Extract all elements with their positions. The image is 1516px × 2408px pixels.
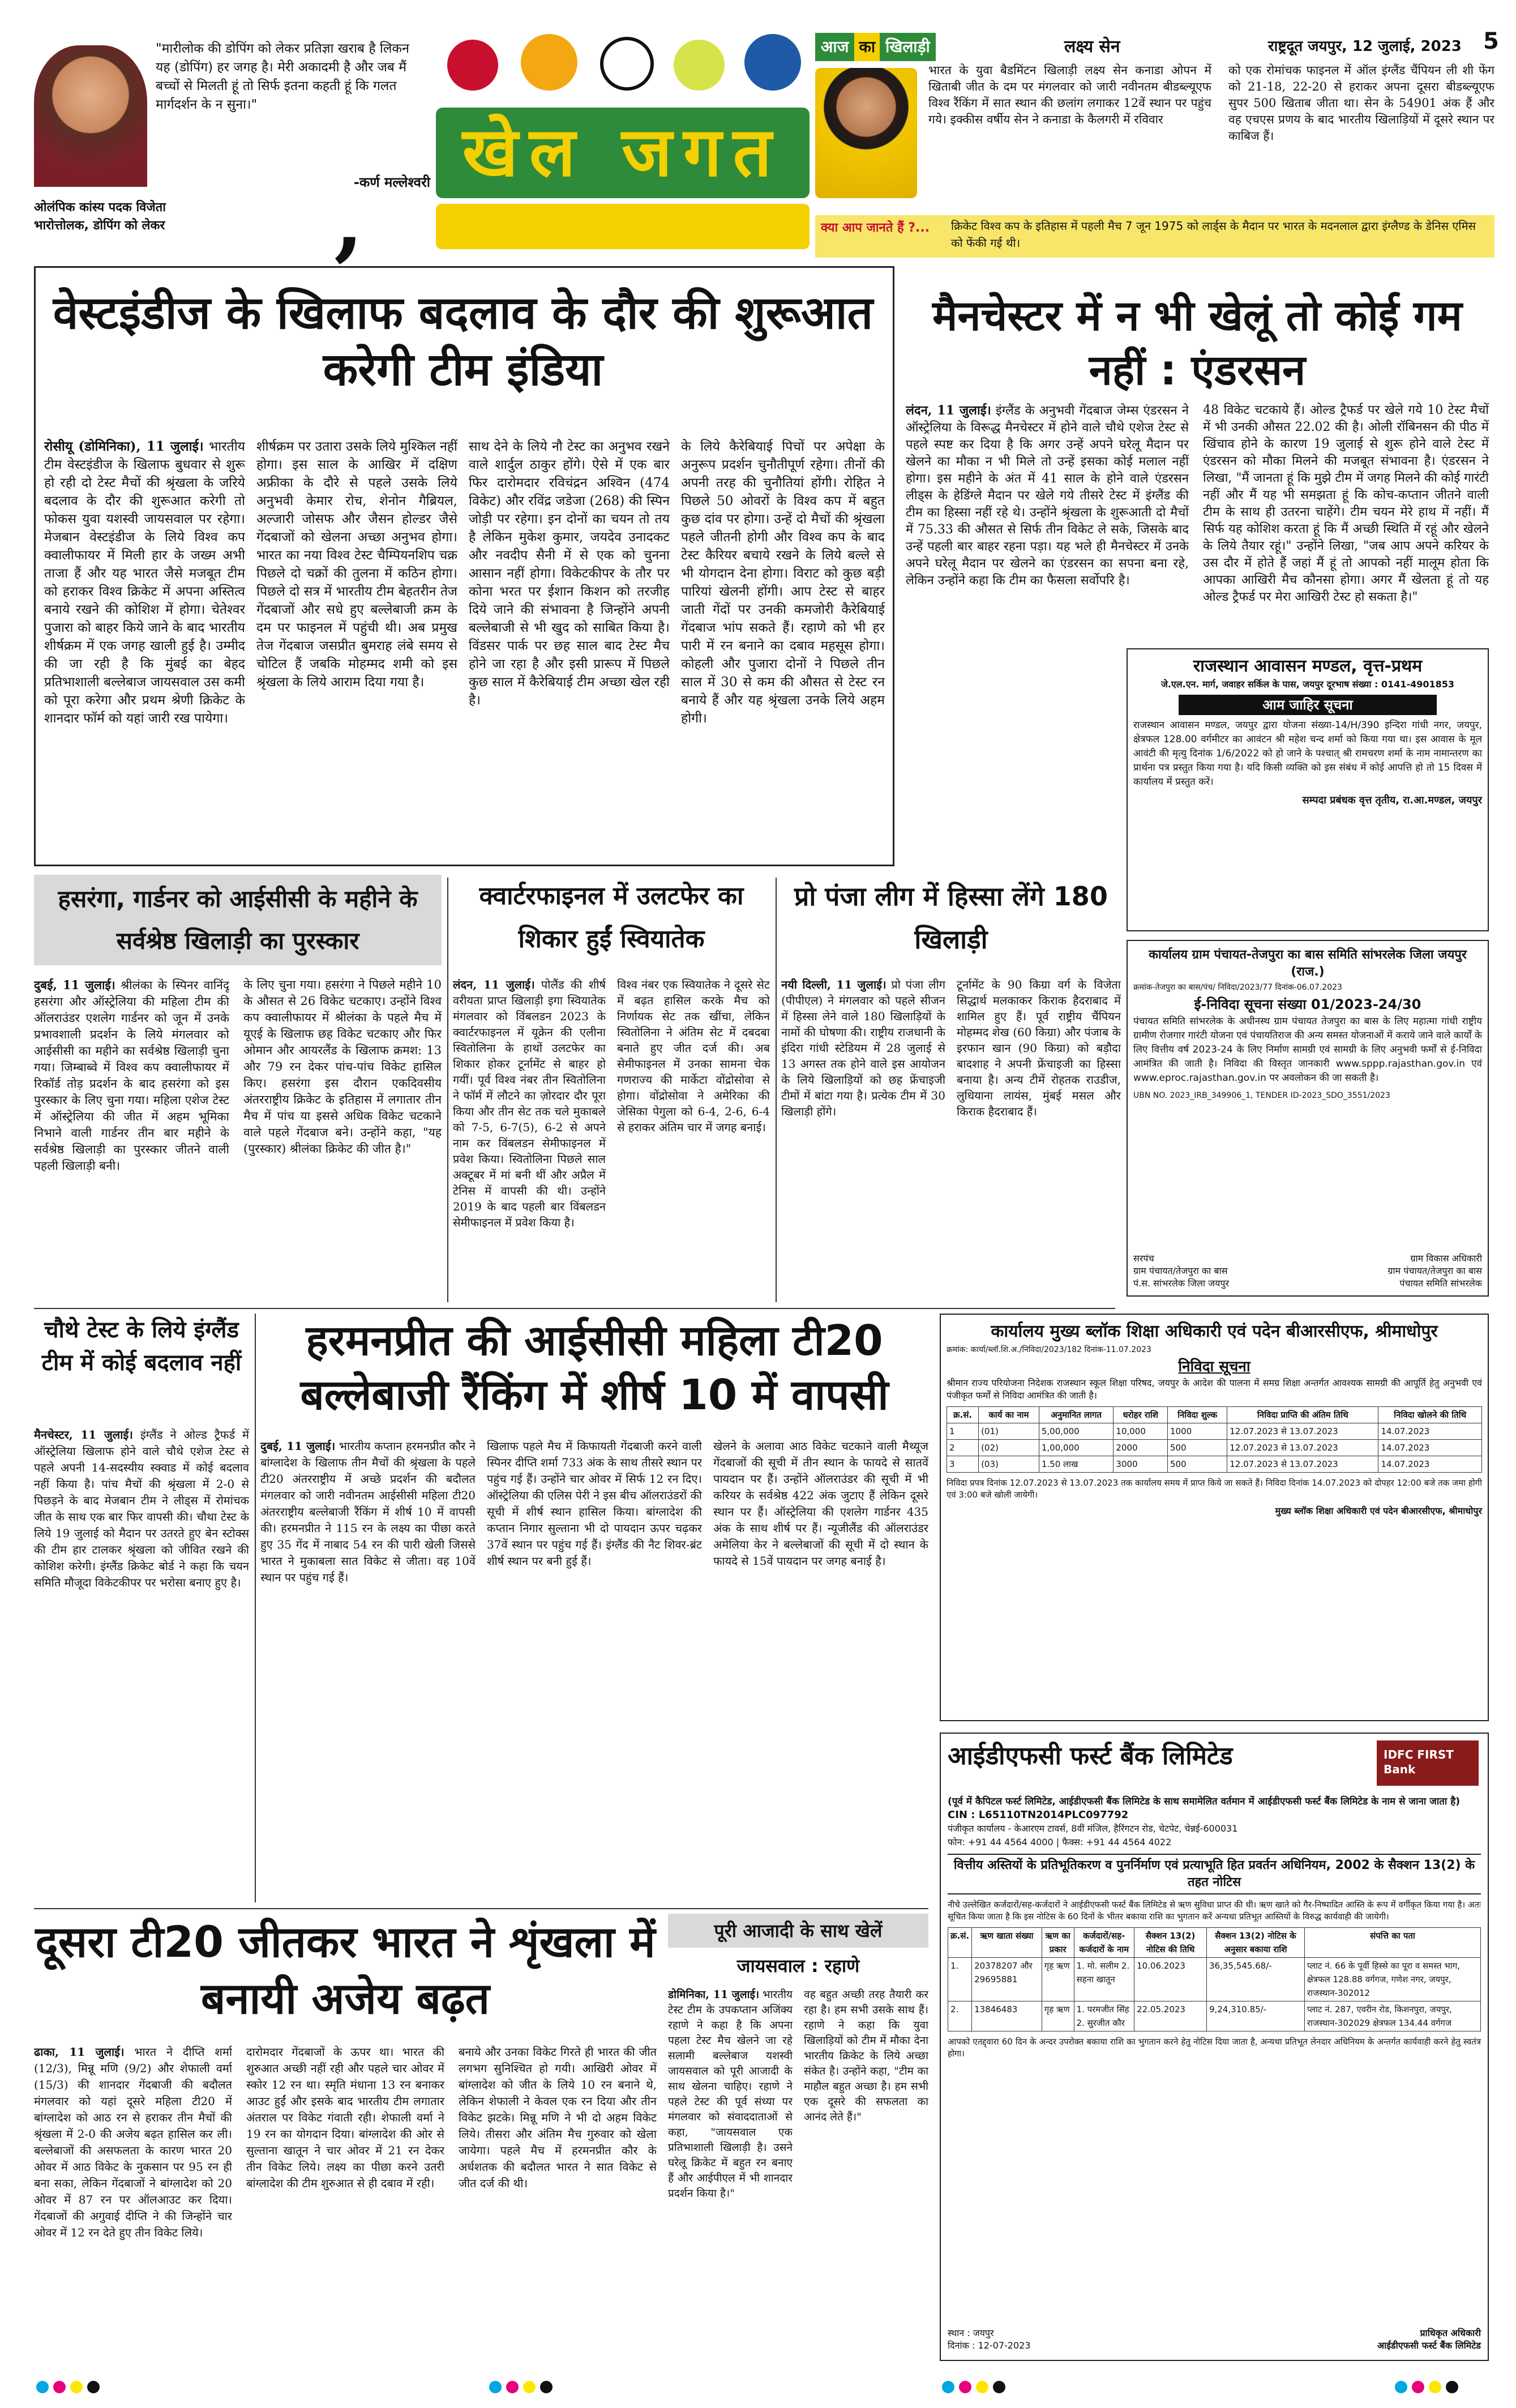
panchayat-ubn: UBN NO. 2023_IRB_349906_1, TENDER ID-2023_SDO_3551/2023 (1133, 1091, 1390, 1100)
rajasthan-label: आम जाहिर सूचना (1179, 695, 1437, 715)
masthead (0, 0, 1516, 271)
rahane-col-2: वह बहुत अच्छी तरह तैयारी कर रहा है। हम सभी उसके साथ हैं। रहाणे ने कहा कि युवा खिलाड़ियों को टीम में मौका देना भारतीय क्रिकेट के लिये अच्छा संकेत है। उन्होंने कहा, "टीम का माहौल बहुत अच्छा है। हम सभी एक दूसरे की सफलता का आनंद लेते हैं।" (804, 1988, 928, 2123)
table-cell: प्लाट नं. 287, एवरीन रोड, किशनपुरा, जयपुर, राजस्थान-302029 क्षेत्रफल 134.44 वर्गगज (1304, 2001, 1480, 2031)
panchayat-sign-right-1: ग्राम विकास अधिकारी (1410, 1253, 1482, 1264)
table-row (948, 1958, 1481, 2001)
player-text-2: को एक रोमांचक फाइनल में ऑल इंग्लैंड चैंपियन ली शी फेंग को 21-18, 22-20 से हराकर अपना दूसरा बीडब्ल्यूएफ सुपर 500 खिताब जीता था। सेन के 54901 अंक हैं और वह एचएस प्रणय के बाद भारतीय खिलाड़ियों में दूसरे स्थान पर काबिज हैं। (1228, 63, 1494, 143)
khiladi-label: खिलाड़ी (880, 33, 936, 61)
harmanpreet-headline: हरमनप्रीत की आईसीसी महिला टी20 बल्लेबाजी रैंकिंग में शीर्ष 10 में वापसी (300, 1316, 889, 1419)
beo-title: कार्यालय मुख्य ब्लॉक शिक्षा अधिकारी एवं पदेन बीआरसीएफ, श्रीमाधोपुर (991, 1321, 1438, 1341)
table-cell: (02) (979, 1440, 1039, 1456)
table-row (948, 2001, 1481, 2031)
beo-th: अनुमानित लागत (1039, 1407, 1114, 1423)
anderson-dateline: लंदन, 11 जुलाई। (906, 403, 991, 418)
panja-text-1: प्रो पंजा लीग (पीपीएल) ने मंगलवार को पहले सीजन में हिस्सा लेने वाले 180 खिलाड़ियों के नामों की घोषणा की। राष्ट्रीय राजधानी के इंदिरा गांधी स्टेडियम में 28 जुलाई से 13 अगस्त तक होने वाले इस आयोजन के लिये खिलाड़ियों को छह फ्रेंचाइजी टीमों में बांटा गया है। प्रत्येक टीम में 30 खिलाड़ी होंगे। (781, 978, 945, 1118)
idfc-phone: फोन: +91 44 4564 4000 | फैक्स: +91 44 4564 4022 (948, 1837, 1172, 1847)
idfc-place-date (948, 2327, 1031, 2352)
hasaranga-col-2: के लिए चुना गया। हसरंगा ने पिछले महीने 10 के औसत से 26 विकेट चटकाए। उन्होंने विश्व कप क्वालीफायर में श्रीलंका के पहले मैच में यूएई के खिलाफ छह विकेट चटकाए और फिर ओमान और आयरलैंड के खिलाफ क्रमश: 13 और 79 रन देकर पांच-पांच विकेट हासिल किए। हसरंगा इस दौरान एकदिवसीय अंतरराष्ट्रीय क्रिकेट के इतिहास में लगातार तीन मैच में पांच या इससे अधिक विकेट चटकाने वाले पहले गेंदबाज बने। उन्होंने कहा, "यह (पुरस्कार) श्रीलंका क्रिकेट की जीत है।" (243, 978, 442, 1156)
idfc-th: क्र.सं. (948, 1928, 972, 1958)
t20-series-headline: दूसरा टी20 जीतकर भारत ने शृंखला में बनायी अजेय बढ़त (35, 1917, 656, 2024)
table-cell: 1,00,000 (1039, 1440, 1114, 1456)
table-cell: 10,000 (1114, 1423, 1168, 1440)
beo-subtitle: निविदा सूचना (1178, 1358, 1251, 1375)
table-cell: 2000 (1114, 1440, 1168, 1456)
panchayat-ref: क्रमांक-तेजपुरा का बास/पंच/ निविदा/2023/77 दिनांक-06.07.2023 (1133, 983, 1342, 992)
beo-table (947, 1406, 1482, 1473)
section-title-underline (436, 204, 810, 249)
t20-series-dateline: ढाका, 11 जुलाई। (34, 2045, 125, 2059)
idfc-body: नीचे उल्लेखित कर्जदारों/सह-कर्जदारों ने आईडीएफसी फर्स्ट बैंक लिमिटेड से ऋण सुविधा प्राप्त की थी। ऋण खाते को गैर-निष्पादित आस्ति के रूप में वर्गीकृत किया गया है। अतः सूचित किया जाता है कि इस नोटिस के 60 दिनों के भीतर बकाया राशि का भुगतान करें अन्यथा प्रतिभूत आस्तियों के विरुद्ध कार्यवाही की जायेगी। (948, 1900, 1481, 1922)
panchayat-sign-left-1: सरपंच (1133, 1253, 1154, 1264)
idfc-sign-2: आईडीएफसी फर्स्ट बैंक लिमिटेड (1377, 2340, 1481, 2351)
anderson-article (906, 266, 1489, 640)
fourth-test-col (34, 1427, 249, 1891)
quote-comma-mark: , (334, 171, 364, 271)
rajasthan-body: राजस्थान आवासन मण्डल, जयपुर द्वारा योजना संख्या-14/H/390 इन्दिरा गांधी नगर, जयपुर, क्षेत्रफल 128.00 वर्गमीटर का आवंटन श्री महेश चन्द शर्मा को किया गया था। इस आवास के मूल आवंटी की मृत्यु दिनांक 1/6/2022 को हो जाने के पश्चात् श्री रामचरण शर्मा के नाम नामान्तरण का प्रार्थना पत्र प्रस्तुत किया गया है। यदि किसी व्यक्ति को इस संबंध में कोई आपत्ति हो तो 15 दिवस में कार्यालय में प्रस्तुत करें। (1133, 720, 1482, 788)
anderson-text-1: इंग्लैंड के अनुभवी गेंदबाज जेम्स एंडरसन ने ऑस्ट्रेलिया के विरूद्ध मैनचेस्टर में होने वाले चौथे एशेज टेस्ट से पहले स्पष्ट कर दिया है कि अगर उन्हें अपने घरेलू मैदान पर खेलने का मौका न भी मिले तो उन्हें इसका कोई मलाल नहीं होगा। इस महीने के अंत में 41 साल के होने वाले एंडरसन लीड्स के हेडिंग्ले मैदान पर खेले गये तीसरे टेस्ट में इंग्लैंड की टीम का हिस्सा नहीं रहे थे। उन्होंने श्रृंखला के शुरूआती दो मैचों में 75.33 की औसत से सिर्फ तीन विकेट ले सके, जिसके बाद उन्हें पहली बार बाहर रहना पड़ा। यह भले ही मैनचेस्टर में उनके अपने घरेलू मैदान पर खेलने का एंडरसन का सपना बना रहे, लेकिन उन्होंने कहा कि टीम का फैसला सर्वोपरि है। (906, 404, 1189, 588)
table-cell: 3000 (1114, 1456, 1168, 1473)
panchayat-sign-left-2: ग्राम पंचायत/तेजपुरा का बास (1133, 1265, 1228, 1276)
player-photo (815, 68, 917, 198)
fourth-test-dateline: मैनचेस्टर, 11 जुलाई। (34, 1428, 133, 1442)
swiatek-article (453, 875, 770, 1305)
hasaranga-article (34, 875, 442, 1305)
table-cell: 12.07.2023 से 13.07.2023 (1227, 1456, 1378, 1473)
panchayat-notice (1127, 940, 1489, 1297)
idfc-place: स्थान : जयपुर (948, 2328, 994, 2338)
rajasthan-signature: सम्पदा प्रबंधक वृत्त तृतीय, रा.आ.मण्डल, जयपुर (1302, 794, 1482, 806)
t20-series-article (34, 1914, 657, 2361)
player-text-1: भारत के युवा बैडमिंटन खिलाड़ी लक्ष्य सेन कनाडा ओपन में खिताबी जीत के दम पर मंगलवार को जारी नवीनतम बीडब्ल्यूएफ विश्व रैंकिंग में सात स्थान की छलांग लगाकर 12वें स्थान पर पहुंच गये। इक्कीस वर्षीय सेन ने कनाडा के कैलगरी में रविवार (928, 63, 1211, 126)
table-cell: 1.50 लाख (1039, 1456, 1114, 1473)
idfc-th: सैक्शन 13(2) नोटिस की तिथि (1134, 1928, 1207, 1958)
swiatek-headline: क्वार्टरफाइनल में उलटफेर का शिकार हुईं स्वियातेक (479, 882, 744, 953)
anderson-headline: मैनचेस्टर में न भी खेलूं तो कोई गम नहीं : एंडरसन (932, 292, 1462, 395)
table-cell: प्लाट नं. 66 के पूर्वी हिस्से का पूरा व समस्त भाग, क्षेत्रफल 128.88 वर्गगज, गणेश नगर, जयपुर, राजस्थान-302012 (1304, 1958, 1480, 2001)
rajasthan-address: जे.एल.एन. मार्ग, जवाहर सर्किल के पास, जयपुर दूरभाष संख्या : 0141-4901853 (1160, 679, 1455, 690)
panja-col-2: टूर्नामेंट के 90 किग्रा वर्ग के विजेता सिद्धार्थ मलकाकर किराक हैदराबाद में शामिल हुए हैं। पूर्व राष्ट्रीय चैंपियन मोहम्मद शेख (60 किग्रा) और पंजाब के इरफान खान (90 किग्रा) को बड़ौदा बादशाह ने अपनी फ्रेंचाइजी का हिस्सा बनाया है। अन्य टीमें रोहतक राउडीज, लुधियाना लायंस, मुंबई मसल और किराक हैदराबाद हैं। (957, 978, 1121, 1118)
table-cell: 500 (1167, 1456, 1227, 1473)
t20-series-col-3: बनाये और उनका विकेट गिरते ही भारत की जीत लगभग सुनिश्चित हो गयी। आखिरी ओवर में बांग्लादेश को जीत के लिये 10 रन बनाने थे, लेकिन शेफाली ने केवल एक रन दिया और तीन विकेट झटके। मिन्नू मणि ने भी दो अहम विकेट लिये। तीसरा और अंतिम मैच गुरुवार को खेला जायेगा। पहले मैच में हरमनप्रीत कौर के अर्धशतक की बदौलत भारत ने सात विकेट से जीत दर्ज की थी। (459, 2045, 657, 2190)
beo-th: कार्य का नाम (979, 1407, 1039, 1423)
player-name: लक्ष्य सेन (1064, 37, 1120, 57)
beo-table-header (947, 1407, 1482, 1423)
panchayat-sign-left (1133, 1252, 1303, 1290)
idfc-table-header (948, 1928, 1481, 1958)
table-cell: 14.07.2023 (1378, 1440, 1482, 1456)
paper-info: राष्ट्रदूत जयपुर, 12 जुलाई, 2023 (1268, 38, 1462, 55)
westindies-text-1: भारतीय टीम वेस्टइंडीज के खिलाफ बुधवार से शुरू हो रही दो टेस्ट मैचों की श्रृंखला के जरिये बदलाव के दौर की शुरूआत करेगी तो फोकस युवा यशस्वी जायसवाल पर रहेगा। मेजबान वेस्टइंडीज के लिये विश्व कप क्वालीफायर में मिली हार के जख्म अभी ताजा हैं और यह भारत जैसे मजबूत टीम को हराकर विश्व क्रिकेट में अपना अस्तित्व बनाये रखने की कोशिश में होगा। चेतेश्वर पुजारा को बाहर किये जाने के बाद भारतीय शीर्षक्रम में एक जगह खाली हुई है। उम्मीद की जा रही है कि मुंबई का बेहद प्रतिभाशाली बल्लेबाज जायसवाल उस कमी को पूरा करेगा और प्रथम श्रेणी क्रिकेट के शानदार फॉर्म को यहां जारी रख पायेगा। (44, 439, 245, 726)
quote-text: "मारीलोक की डोपिंग को लेकर प्रतिज्ञा खराब है लिकन यह (डोपिंग) हर जगह है। मेरी अकादमी है और जब मैं बच्चों से मिलती हूं तो सिर्फ इतना कहती हूं कि गलत मार्गदर्शन के न सुना।" (156, 41, 409, 112)
idfc-th: ऋण का प्रकार (1042, 1928, 1074, 1958)
t20-series-col-1 (34, 2044, 232, 2355)
table-cell: 12.07.2023 से 13.07.2023 (1227, 1440, 1378, 1456)
table-cell: 10.06.2023 (1134, 1958, 1207, 2001)
panja-article (781, 875, 1121, 1305)
idfc-th: संपत्ति का पता (1304, 1928, 1480, 1958)
table-cell: गृह ऋण (1042, 2001, 1074, 2031)
table-cell: 3 (947, 1456, 979, 1473)
column-rule (776, 878, 777, 1302)
beo-notice (940, 1314, 1489, 1721)
fourth-test-headline: चौथे टेस्ट के लिये इंग्लैंड टीम में कोई बदलाव नहीं (41, 1317, 242, 1376)
trivia-strip (815, 215, 1494, 258)
harmanpreet-text-1: भारतीय कप्तान हरमनप्रीत कौर ने बांग्लादेश के खिलाफ तीन मैचों की श्रृंखला के पहले टी20 अंतरराष्ट्रीय में अच्छे प्रदर्शन की बदौलत मंगलवार को जारी नवीनतम आईसीसी महिला टी20 अंतरराष्ट्रीय बल्लेबाजी रैंकिंग में शीर्ष 10 में वापसी की। हरमनप्रीत ने 115 रन के लक्ष्य का पीछा करते हुए 35 गेंद में नाबाद 54 रन की पारी खेली जिससे भारत ने मुकाबला सात विकेट से जीता। वह 10वें स्थान पर पहुंच गई हैं। (260, 1439, 476, 1584)
table-cell: 2. (948, 2001, 972, 2031)
rahane-headline-2: जायसवाल : रहाणे (736, 1955, 860, 1977)
panchayat-title: कार्यालय ग्राम पंचायत-तेजपुरा का बास समिति सांभरलेक जिला जयपुर (राज.) (1149, 948, 1467, 979)
panchayat-subtitle: ई-निविदा सूचना संख्या 01/2023-24/30 (1194, 996, 1421, 1012)
idfc-signature (1377, 2327, 1481, 2352)
rahane-dateline: डोमिनिका, 11 जुलाई। (668, 1988, 760, 2001)
harmanpreet-article (260, 1314, 928, 1902)
trivia-label: क्या आप जानते हैं ?... (821, 221, 930, 235)
table-cell: 500 (1167, 1440, 1227, 1456)
table-cell: 1 (947, 1423, 979, 1440)
aaj-label: आज (815, 33, 854, 61)
table-cell: 36,35,545.68/- (1207, 1958, 1305, 2001)
idfc-address: पंजीकृत कार्यालय - केआरएम टावर्स, 8वीं मंजिल, हैरिंगटन रोड, चेटपेट, चेन्नई-600031 (948, 1823, 1238, 1834)
beo-th: क्र.सं. (947, 1407, 979, 1423)
idfc-notice-title: वित्तीय अस्तियों के प्रतिभूतिकरण व पुनर्निर्माण एवं प्रत्याभूति हित प्रवर्तन अधिनियम, 2002 के सैक्शन 13(2) के तहत नोटिस (948, 1854, 1481, 1894)
westindies-dateline: रोसीयू (डोमिनिका), 11 जुलाई। (44, 439, 204, 454)
beo-th: धरोहर राशि (1114, 1407, 1168, 1423)
idfc-cin: CIN : L65110TN2014PLC097792 (948, 1809, 1129, 1821)
table-cell: 12.07.2023 से 13.07.2023 (1227, 1423, 1378, 1440)
column-rule (255, 1314, 256, 1902)
harmanpreet-col-3: खेलने के अलावा आठ विकेट चटकाने वाली मैथ्यूज गेंदबाजों की सूची में तीन स्थान के फायदे से सातवें पायदान पर हैं। उन्होंने ऑलराउंडर की सूची में भी करियर के सर्वश्रेष्ठ 422 अंक जुटाए हैं लेकिन दूसरे स्थान पर हैं। ऑस्ट्रेलिया की एशलेग गार्डनर 435 अंक के साथ शीर्ष पर हैं। न्यूजीलैंड की ऑलराउंडर अमेलिया केर ने बल्लेबाजों की सूची में दो स्थान के फायदे से 15वें पायदान पर जगह बनाई है। (713, 1439, 928, 1568)
swiatek-col-1 (453, 977, 606, 1299)
idfc-date: दिनांक : 12-07-2023 (948, 2340, 1031, 2351)
swiatek-text-1: पोलैंड की शीर्ष वरीयता प्राप्त खिलाड़ी इगा स्वियातेक मंगलवार को विंबलडन 2023 के क्वार्टरफाइनल में यूक्रेन की एलीना स्वितोलिना के हाथों उलटफेर का शिकार होकर टूर्नामेंट से बाहर हो गयीं। पूर्व विश्व नंबर तीन स्वितोलिना ने फॉर्म में लौटने का ज़ोरदार दौर पूरा किया और तीन सेट तक चले मुकाबले को 7-5, 6-7(5), 6-2 से अपने नाम कर विंबलडन सेमीफाइनल में प्रवेश किया। स्वितोलिना पिछले साल अक्टूबर में मां बनी थीं और अप्रैल में टेनिस में वापसी की थी। उन्होंने 2019 के बाद पहली बार विंबलडन सेमीफाइनल में प्रवेश किया है। (453, 978, 606, 1229)
rahane-headline-1: पूरी आजादी के साथ खेलें (668, 1914, 928, 1948)
page-number: 5 (1483, 28, 1499, 54)
registration-marks (34, 2381, 1489, 2398)
beo-footer: निविदा प्रपत्र दिनांक 12.07.2023 से 13.07.2023 तक कार्यालय समय में प्राप्त किये जा सकते हैं। निविदा दिनांक 14.07.2023 को दोपहर 12:00 बजे तक जमा होगी एवं 3:00 बजे खोली जायेगी। (947, 1478, 1482, 1500)
hasaranga-text-1: श्रीलंका के स्पिनर वानिंदू हसरंगा और ऑस्ट्रेलिया की महिला टीम की ऑलराउंडर एशलेग गार्डनर को जून में उनके प्रभावशाली प्रदर्शन के लिये मंगलवार को आईसीसी का महीने का सर्वश्रेष्ठ खिलाड़ी चुना गया। जिम्बाब्वे में विश्व कप क्वालीफायर में रिकॉर्ड तोड़ प्रदर्शन के बाद हसरंगा को इस पुरस्कार के लिए चुना गया। महिला एशेज टेस्ट में ऑस्ट्रेलिया की जीत में अहम भूमिका निभाने वाली गार्डनर तीन बार महीने के सर्वश्रेष्ठ खिलाड़ी का पुरस्कार जीतने वाली पहली खिलाड़ी बनी। (34, 978, 229, 1173)
trivia-text: क्रिकेट विश्व कप के इतिहास में पहली मैच 7 जून 1975 को लार्ड्स के मैदान पर भारत के मदनलाल द्वारा इंग्लैण्ड के डेनिस एमिस को फेंकी गई थी। (951, 219, 1476, 250)
table-cell: 1. मो. सलीम 2. सहना खातून (1074, 1958, 1134, 2001)
beo-body: श्रीमान राज्य परियोजना निदेशक राजस्थान स्कूल शिक्षा परिषद, जयपुर के आदेश की पालना में समग्र शिक्षा अन्तर्गत आवश्यक सामग्री की आपूर्ति हेतु अनुभवी एवं पंजीकृत फर्मों से निविदा आमंत्रित की जाती है। (947, 1378, 1482, 1401)
rahane-article (668, 1914, 928, 2361)
idfc-footer: आपको एतद्द्वारा 60 दिन के अन्दर उपरोक्त बकाया राशि का भुगतान करने हेतु नोटिस दिया जाता है, अन्यथा प्रतिभूत लेनदार अधिनियम के अन्तर्गत कार्यवाही करने हेतु स्वतंत्र होगा। (948, 2037, 1481, 2059)
swiatek-dateline: लंदन, 11 जुलाई। (453, 978, 535, 991)
westindies-article (34, 266, 894, 866)
idfc-table (948, 1927, 1481, 2031)
westindies-headline: वेस्टइंडीज के खिलाफ बदलाव के दौर की शुरूआत करेगी टीम इंडिया (53, 286, 873, 396)
hasaranga-headline: हसरंगा, गार्डनर को आईसीसी के महीने के सर्वश्रेष्ठ खिलाड़ी का पुरस्कार (34, 875, 442, 965)
beo-th: निविदा प्राप्ति की अंतिम तिथि (1227, 1407, 1378, 1423)
idfc-sign-1: प्राधिकृत अधिकारी (1420, 2328, 1481, 2338)
idfc-th: ऋण खाता संख्या (972, 1928, 1042, 1958)
idfc-logo-text: IDFC FIRST Bank (1384, 1748, 1454, 1776)
row-rule (34, 1908, 928, 1909)
table-row (947, 1456, 1482, 1473)
panja-col-1 (781, 977, 945, 1299)
westindies-col-3: साथ देने के लिये नौ टेस्ट का अनुभव रखने वाले शार्दुल ठाकुर होंगे। ऐसे में एक बार फिर दारोमदार रविचंद्रन अश्विन (474 विकेट) और रविंद्र जडेजा (268) की स्पिन जोड़ी पर रहेगा। इन दोनों का चयन तो तय है लेकिन मुकेश कुमार, जयदेव उनादकट और नवदीप सैनी में से एक को चुनना आसान नहीं होगा। विकेटकीपर के तौर पर कोना भरत पर ईशान किशन को तरजीह दिये जाने की संभावना है जिन्होंने अपनी बल्लेबाजी से भी खुद को साबित किया है। विंडसर पार्क पर छह साल बाद टेस्ट मैच होने जा रहा है और इसी प्रारूप में पिछले कुछ साल में कैरेबियाई टीम अच्छा खेल रही है। (469, 439, 670, 708)
beo-sign: मुख्य ब्लॉक शिक्षा अधिकारी एवं पदेन बीआरसीएफ, श्रीमाधोपुर (1275, 1505, 1482, 1516)
anderson-col-2: 48 विकेट चटकाये हैं। ओल्ड ट्रैफर्ड पर खेले गये 10 टेस्ट मैचों में भी उनकी औसत 22.02 की है। ओली रॉबिनसन की पीठ में खिंचाव होने के कारण 19 जुलाई से शुरू होने वाले टेस्ट में एंडरसन को मौका मिलने की मजबूत संभावना है। एंडरसन ने लिखा, "मैं जानता हूं कि मुझे टीम में जगह मिलने की कोई गारंटी नहीं और मैं यह भी समझता हूं कि कोच-कप्तान जीतने वाली टीम के साथ ही उतरना चाहेंगे। टीम चयन मेरे हाथ में नहीं। मैं सिर्फ यह कोशिश करता हूं कि मैं अच्छी स्थिति में रहूं और खेलने के लिये तैयार रहूं।" उन्होंने लिखा, "जब आप अपने करियर के उस दौर में होते हैं जहां मैं हूं तो आपको नहीं मालूम होता कि आपका आखिरी मैच कौनसा होगा। अगर मैं खेलता हूं तो यह ओल्ड ट्रैफर्ड पर मेरा आखिरी टेस्ट हो सकता है।" (1203, 403, 1489, 604)
westindies-col-4: के लिये कैरेबियाई पिचों पर अपेक्षा के अनुरूप प्रदर्शन चुनौतीपूर्ण रहेगा। तीनों की अपनी तरह की चुनौतियां होंगी। रोहित ने पिछले 50 ओवरों के विश्व कप में बहुत कुछ दांव पर होगा। उन्हें दो मैचों की श्रृंखला पहले जीतनी होगी और विश्व कप के बाद टेस्ट कैरियर बचाये रखने के लिये बल्ले से भी योगदान देना होगा। विराट को कुछ बड़ी पारियां खेलनी होंगी। आप टेस्ट से बाहर जाती गेंदों पर उनकी कमजोरी कैरेबियाई गेंदबाज भांप सकते हैं। रहाणे को भी हर पारी में रन बनाने का दबाव महसूस होगा। कोहली और पुजारा दोनों ने पिछले तीन साल में 30 से कम की औसत से टेस्ट रन बनाये हैं और यह श्रृंखला उनके लिये अहम होगी। (681, 439, 885, 726)
harmanpreet-dateline: दुबई, 11 जुलाई। (260, 1439, 336, 1453)
row-rule (34, 1308, 1115, 1309)
swiatek-col-2: विश्व नंबर एक स्वियातेक ने दूसरे सेट में बढ़त हासिल करके मैच को निर्णायक सेट तक खींचा, लेकिन स्वितोलिना ने अंतिम सेट में दबदबा बनाते हुए जीत दर्ज की। अब सेमीफाइनल में उनका सामना चेक गणराज्य की मार्केटा वोंद्रोसोवा से होगा। वोंद्रोसोवा ने अमेरिका की जेसिका पेगुला को 6-4, 2-6, 6-4 से हराकर अंतिम चार में जगह बनाई। (617, 978, 770, 1134)
hasaranga-dateline: दुबई, 11 जुलाई। (34, 978, 115, 992)
panchayat-body: पंचायत समिति सांभरलेक के अधीनस्थ ग्राम पंचायत तेजपुरा का बास के लिए महात्मा गांधी राष्ट्रीय ग्रामीण रोजगार गारंटी योजना एवं पंचायतिराज की अन्य समस्त योजनाओं में कराये जाने वाले कार्यों के लिए वित्तीय वर्ष 2023-24 के लिए निर्माण सामग्री एवं सामग्री के लिए अनुभवी फर्मों से ई-निविदा आमंत्रित की जाती है। निविदा की विस्तृत जानकारी www.sppp.rajasthan.gov.in एवं www.eproc.rajasthan.gov.in पर अवलोकन की जा सकती है। (1133, 1016, 1482, 1084)
idfc-th: सैक्शन 13(2) नोटिस के अनुसार बकाया राशि (1207, 1928, 1305, 1958)
column-rule (447, 878, 448, 1302)
table-cell: 22.05.2023 (1134, 2001, 1207, 2031)
table-cell: 1. परमजीत सिंह 2. सुरजीत कौर (1074, 2001, 1134, 2031)
table-cell: 14.07.2023 (1378, 1456, 1482, 1473)
table-cell: (01) (979, 1423, 1039, 1440)
rahane-col-1 (668, 1987, 793, 2355)
quote-box (34, 34, 430, 271)
idfc-subtitle: (पूर्व में कैपिटल फर्स्ट लिमिटेड, आईडीएफसी बैंक लिमिटेड के साथ समामेलित वर्तमान में आईडीएफसी फर्स्ट बैंक लिमिटेड के नाम से जाना जाता है) (948, 1796, 1461, 1807)
table-row (947, 1440, 1482, 1456)
table-cell: 20378207 और 29695881 (972, 1958, 1042, 2001)
ka-label: का (854, 33, 880, 61)
quote-caption-2: भारोत्तोलक, डोपिंग को लेकर (34, 219, 165, 233)
idfc-th: कर्जदारों/सह-कर्जदारों के नाम (1074, 1928, 1134, 1958)
section-banner (436, 23, 810, 260)
hasaranga-col-1 (34, 977, 229, 1299)
table-cell: 14.07.2023 (1378, 1423, 1482, 1440)
table-cell: 5,00,000 (1039, 1423, 1114, 1440)
westindies-col-2: शीर्षक्रम पर उतारा उसके लिये मुश्किल नहीं होगा। इस साल के आखिर में दक्षिण अफ्रीका के दौरे से पहले उसके लिये अनुभवी केमार रोच, शेनोन गैब्रियल, अल्जारी जोसफ और जैसन होल्डर जैसे गेंदबाजों को खेलना अच्छा अनुभव होगा। भारत का नया विश्व टेस्ट चैम्पियनशिप चक्र पिछले दो चक्रों की तुलना में कठिन होगा। पिछले दो सत्र में भारतीय टीम बेहतरीन तेज गेंदबाजों और सधे हुए बल्लेबाजी क्रम के दम पर फाइनल में पहुंची थी। अब प्रमुख तेज गेंदबाज जसप्रीत बुमराह लंबे समय से चोटिल हैं जबकि मोहम्मद शमी को इस श्रृंखला के लिये आराम दिया गया है। (256, 439, 457, 690)
westindies-col-1 (44, 438, 245, 857)
fourth-test-article (34, 1314, 249, 1902)
beo-th: निविदा खोलने की तिथि (1378, 1407, 1482, 1423)
table-cell: गृह ऋण (1042, 1958, 1074, 2001)
table-cell: 13846483 (972, 2001, 1042, 2031)
table-cell: 9,24,310.85/- (1207, 2001, 1305, 2031)
section-title: खेल जगत (436, 108, 810, 198)
panchayat-sign-left-3: पं.स. सांभरलेक जिला जयपुर (1133, 1278, 1230, 1289)
idfc-logo (1377, 1740, 1479, 1786)
table-row (947, 1423, 1482, 1440)
panja-headline: प्रो पंजा लीग में हिस्सा लेंगे 180 खिलाड़ी (794, 881, 1108, 955)
idfc-title: आईडीएफसी फर्स्ट बैंक लिमिटेड (948, 1742, 1233, 1770)
quote-portrait (34, 45, 147, 187)
table-cell: 1000 (1167, 1423, 1227, 1440)
table-cell: 1. (948, 1958, 972, 2001)
beo-ref: क्रमांक: कार्या/ब्लॉ.शि.अ./निविदा/2023/182 दिनांक-11.07.2023 (947, 1345, 1151, 1354)
harmanpreet-col-2: खिलाफ पहले मैच में किफायती गेंदबाजी करने वाली स्पिनर दीप्ति शर्मा 733 अंक के साथ तीसरे स्थान पर पहुंच गई हैं। उन्होंने चार ओवर में सिर्फ 12 रन दिए। ऑस्ट्रेलिया की एलिस पेरी ने इस बीच ऑलराउंडरों की सूची में शीर्ष स्थान हासिल किया। बांग्लादेश की कप्तान निगार सुल्ताना भी दो पायदान ऊपर चढ़कर 37वें स्थान पर पहुंच गई हैं। इंग्लैंड की नैट शिवर-ब्रंट शीर्ष स्थान पर बनी हुई हैं। (487, 1439, 702, 1568)
quote-caption-1: ओलंपिक कांस्य पदक विजेता (34, 200, 166, 215)
rahane-text-1: भारतीय टेस्ट टीम के उपकप्तान अजिंक्य रहाणे ने कहा है कि अपना पहला टेस्ट मैच खेलने जा रहे सलामी बल्लेबाज यशस्वी जायसवाल को पूरी आजादी के साथ खेलना चाहिए। रहाणे ने पहले टेस्ट की पूर्व संध्या पर मंगलवार को संवाददाताओं से कहा, "जायसवाल एक प्रतिभाशाली खिलाड़ी है। उसने घरेलू क्रिकेट में बहुत रन बनाए हैं और आईपीएल में भी शानदार प्रदर्शन किया है।" (668, 1988, 793, 2200)
t20-series-col-2: दारोमदार गेंदबाजों के ऊपर था। भारत की शुरुआत अच्छी नहीं रही और पहले चार ओवर में स्कोर 12 रन था। स्मृति मंधाना 13 रन बनाकर आउट हुईं और इसके बाद भारतीय टीम लगातार अंतराल पर विकेट गंवाती रही। शेफाली वर्मा ने 19 रन का योगदान दिया। बांग्लादेश की ओर से सुल्ताना खातून ने चार ओवर में 21 रन देकर तीन विकेट लिये। लक्ष्य का पीछा करने उतरी बांग्लादेश की टीम शुरुआत से ही दबाव में रही। (246, 2045, 444, 2190)
harmanpreet-col-1 (260, 1438, 476, 1891)
rajasthan-title: राजस्थान आवासन मण्डल, वृत्त-प्रथम (1193, 656, 1423, 676)
sports-balls-icon (436, 23, 810, 102)
panchayat-sign-right (1312, 1252, 1482, 1290)
panchayat-sign-right-3: पंचायत समिति सांभरलेक (1399, 1278, 1482, 1289)
fourth-test-text: इंग्लैंड ने ओल्ड ट्रैफर्ड में ऑस्ट्रेलिया खिलाफ होने वाले चौथे एशेज टेस्ट से पहले अपनी 14-सदस्यीय स्क्वाड में कोई बदलाव नहीं किया है। पांच मैचों की श्रृंखला में 2-0 से पिछड़ने के बाद मेजबान टीम ने लीड्स में रोमांचक जीत के साथ एक बार फिर वापसी की। चौथा टेस्ट के लिये 19 जुलाई को मैदान पर उतरते हुए बेन स्टोक्स की टीम हार टालकर श्रृंखला को जीवित रखने की कोशिश करेगी। इंग्लैंड क्रिकेट बोर्ड ने कहा कि चयन समिति मौजूदा विकेटकीपर पर भरोसा बनाए हुए है। (34, 1428, 249, 1589)
rajasthan-notice (1127, 648, 1489, 931)
t20-series-text-1: भारत ने दीप्ति शर्मा (12/3), मिन्नू मणि (9/2) और शेफाली वर्मा (15/3) की शानदार गेंदबाजी की बदौलत मंगलवार को यहां दूसरे महिला टी20 में बांग्लादेश को आठ रन से हराकर तीन मैचों की श्रृंखला में 2-0 की अजेय बढ़त हासिल कर ली। बल्लेबाजों की असफलता के कारण भारत 20 ओवर में आठ विकेट के नुकसान पर 95 रन ही बना सका, लेकिन गेंदबाजों ने बांग्लादेश को 20 ओवर में 87 रन पर ऑलआउट कर दिया। गेंदबाजों की अगुवाई दीप्ति ने की जिन्होंने चार ओवर में 12 रन देते हुए तीन विकेट लिये। (34, 2045, 232, 2239)
table-cell: (03) (979, 1456, 1039, 1473)
panchayat-sign-right-2: ग्राम पंचायत/तेजपुरा का बास (1387, 1265, 1482, 1276)
idfc-notice (940, 1733, 1489, 2361)
table-cell: 2 (947, 1440, 979, 1456)
aaj-ka-khiladi-label (815, 33, 936, 61)
panja-dateline: नयी दिल्ली, 11 जुलाई। (781, 978, 887, 991)
quote-author: -कर्ण मल्लेश्वरी (353, 174, 430, 190)
beo-th: निविदा शुल्क (1167, 1407, 1227, 1423)
anderson-col-1 (906, 402, 1189, 634)
